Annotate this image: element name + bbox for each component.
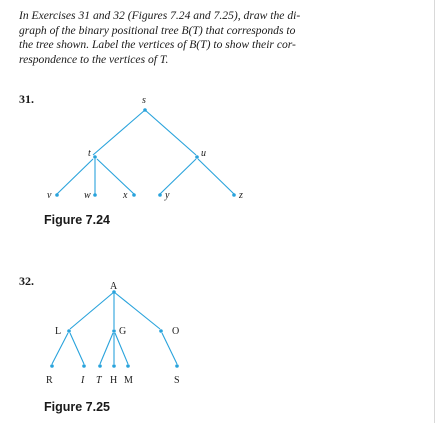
label-x: x bbox=[123, 190, 128, 201]
vertex-H bbox=[112, 364, 116, 368]
figure-caption-7-24: Figure 7.24 bbox=[44, 213, 110, 227]
label-v: v bbox=[47, 190, 52, 201]
vertex-G bbox=[112, 329, 116, 333]
edge-O-S bbox=[162, 333, 177, 364]
label-A: A bbox=[110, 281, 118, 292]
label-S: S bbox=[174, 375, 180, 386]
vertex-T bbox=[98, 364, 102, 368]
label-t: t bbox=[88, 148, 91, 159]
vertex-R bbox=[50, 364, 54, 368]
label-w: w bbox=[84, 190, 91, 201]
edge-A-O bbox=[114, 292, 160, 329]
label-y: y bbox=[165, 190, 170, 201]
label-R: R bbox=[46, 375, 53, 386]
tree-edges bbox=[52, 292, 180, 364]
vertex-O bbox=[159, 329, 163, 333]
edge-L-R bbox=[52, 333, 68, 364]
instruction-line: respondence to the vertices of T. bbox=[19, 53, 169, 67]
edge-G-T bbox=[100, 333, 113, 364]
vertex-L bbox=[67, 329, 71, 333]
edge-A-L bbox=[70, 292, 114, 329]
edge-L-I bbox=[70, 333, 84, 364]
label-L: L bbox=[55, 326, 62, 337]
figure-caption-7-25: Figure 7.25 bbox=[44, 400, 110, 414]
instruction-line: the tree shown. Label the vertices of B(T) to show their cor- bbox=[19, 38, 296, 52]
instruction-line: graph of the binary positional tree B(T) that corresponds to bbox=[19, 23, 296, 37]
label-T: T bbox=[96, 375, 102, 386]
vertex-S bbox=[175, 364, 179, 368]
label-u: u bbox=[201, 148, 206, 159]
vertex-I bbox=[82, 364, 86, 368]
label-I: I bbox=[81, 375, 85, 386]
label-M: M bbox=[124, 375, 133, 386]
edge-G-M bbox=[115, 333, 128, 364]
vertex-M bbox=[126, 364, 130, 368]
label-z: z bbox=[239, 190, 243, 201]
label-G: G bbox=[119, 326, 127, 337]
label-O: O bbox=[172, 326, 180, 337]
label-H: H bbox=[110, 375, 118, 386]
exercise-number-32: 32. bbox=[19, 274, 34, 288]
label-s: s bbox=[142, 95, 146, 106]
exercise-number-31: 31. bbox=[19, 92, 34, 106]
instruction-line: In Exercises 31 and 32 (Figures 7.24 and 7.25), draw the di- bbox=[19, 9, 301, 22]
